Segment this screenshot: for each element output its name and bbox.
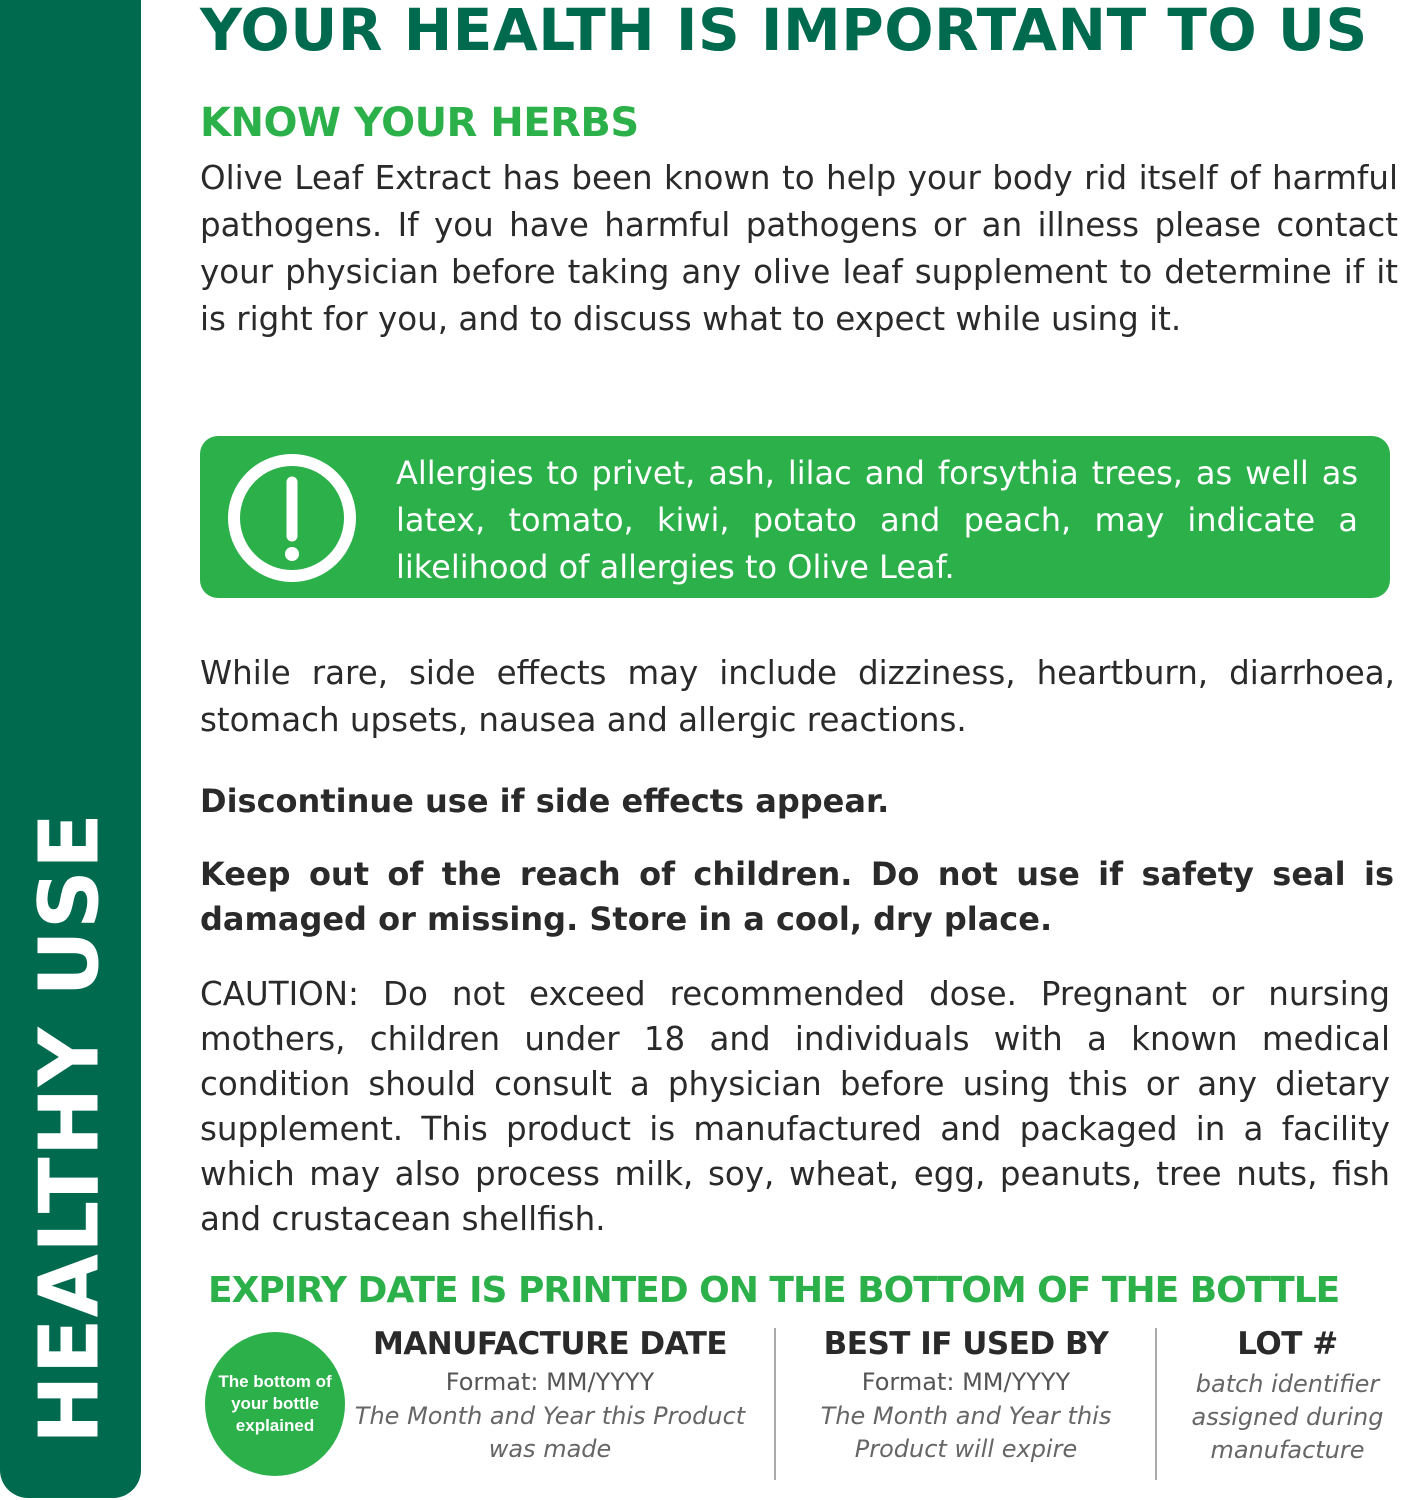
column-description: batch identifier assigned during manufacture xyxy=(1191,1370,1384,1464)
intro-paragraph: Olive Leaf Extract has been known to help your body rid itself of harmful pathogens. If you have harmful pathogens or an illness please contact your physician before taking any olive leaf supplement to determine if it is right for you, and to discuss what to expect while using it. xyxy=(200,159,1398,338)
best-by-column xyxy=(790,1326,1142,1466)
sidebar-label: HEALTHY USE xyxy=(22,812,118,1444)
column-title: BEST IF USED BY xyxy=(823,1326,1109,1362)
storage-warning: Keep out of the reach of children. Do not use if safety seal is damaged or missing. Store in a cool, dry place. xyxy=(200,855,1394,938)
lot-column xyxy=(1170,1326,1404,1467)
column-format: Format: MM/YYYY xyxy=(445,1368,655,1396)
exclamation-circle-icon xyxy=(226,452,358,584)
column-divider xyxy=(1155,1328,1157,1480)
column-format: Format: MM/YYYY xyxy=(861,1368,1071,1396)
caution-paragraph: CAUTION: Do not exceed recommended dose. Pregnant or nursing mothers, children under 18 and individuals with a known medical condition should consult a physician before using this or any dietary supplement. This product is manufactured and packaged in a facility which may also process milk, soy, wheat, egg, peanuts, tree nuts, fish and crustacean shellfish. xyxy=(200,975,1390,1238)
badge-text: The bottom of your bottle explained xyxy=(218,1372,332,1435)
expiry-heading: EXPIRY DATE IS PRINTED ON THE BOTTOM OF THE BOTTLE xyxy=(208,1270,1340,1311)
manufacture-date-column xyxy=(345,1326,755,1466)
column-description: The Month and Year this Product will expire xyxy=(820,1402,1112,1463)
alert-text: Allergies to privet, ash, lilac and forsythia trees, as well as latex, tomato, kiwi, potato and peach, may indicate a likelihood of allergies to Olive Leaf. xyxy=(396,454,1358,586)
side-effects-paragraph: While rare, side effects may include dizziness, heartburn, diarrhoea, stomach upsets, nausea and allergic reactions. xyxy=(200,654,1395,739)
bottle-badge xyxy=(205,1332,345,1476)
column-description: The Month and Year this Product was made xyxy=(354,1402,746,1463)
section-subtitle: KNOW YOUR HERBS xyxy=(200,100,639,146)
column-title: LOT # xyxy=(1237,1326,1338,1362)
column-title: MANUFACTURE DATE xyxy=(372,1326,728,1362)
column-divider xyxy=(774,1328,776,1480)
allergy-alert-box xyxy=(200,436,1390,598)
discontinue-warning: Discontinue use if side effects appear. xyxy=(200,782,890,820)
page-title: YOUR HEALTH IS IMPORTANT TO US xyxy=(200,0,1368,64)
